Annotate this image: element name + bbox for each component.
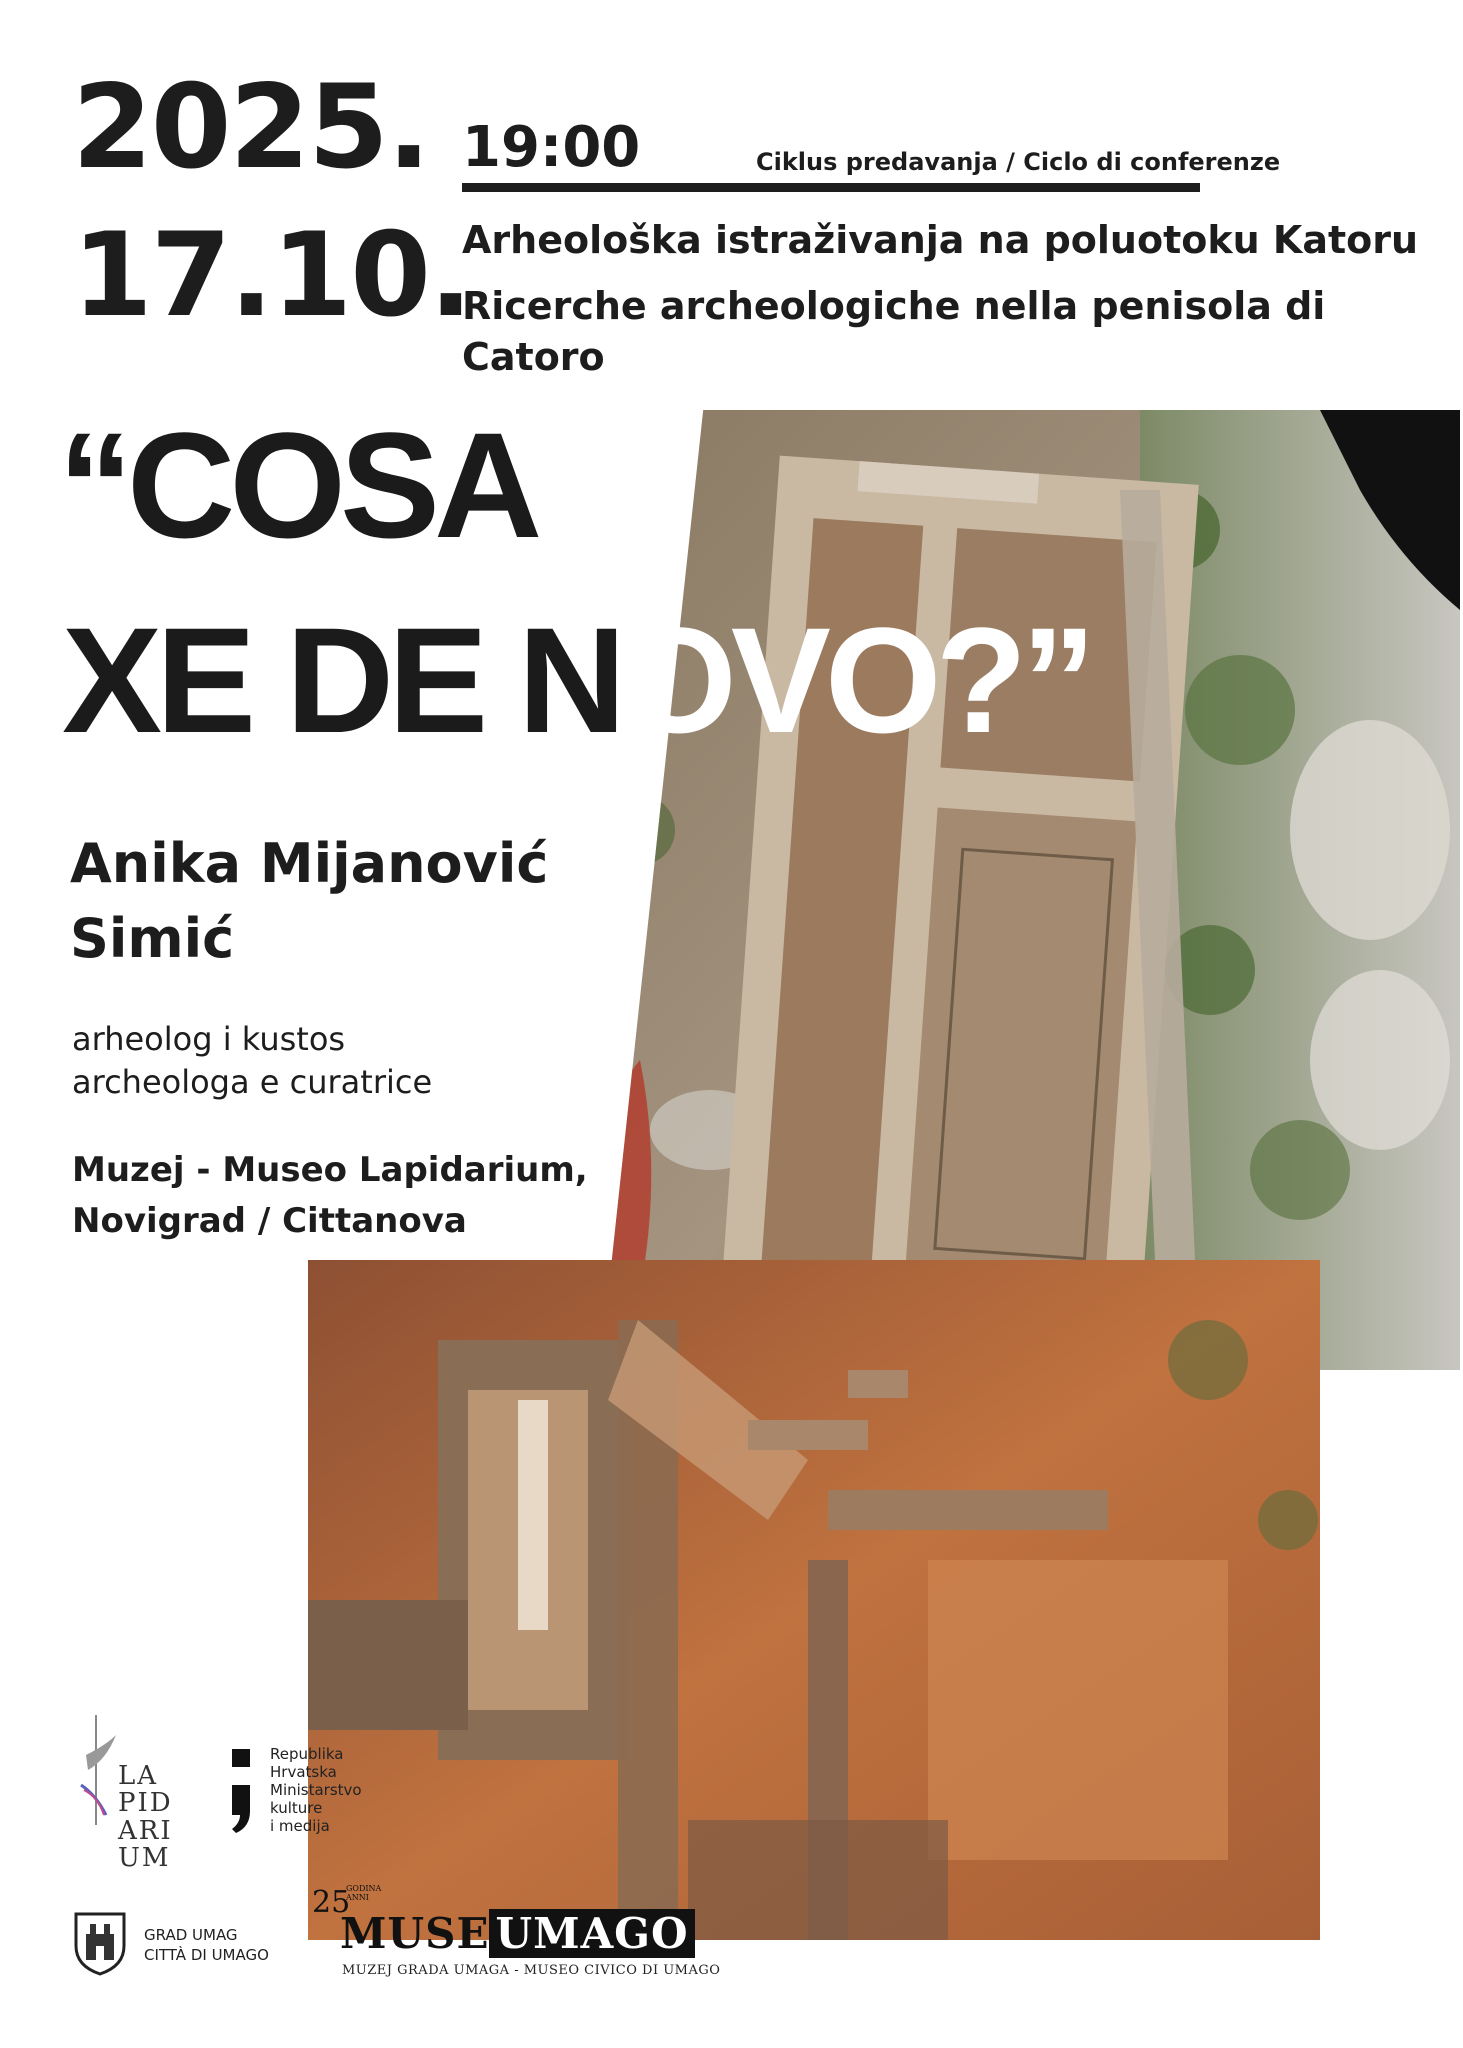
ministry-line5: i medija bbox=[270, 1817, 330, 1835]
speaker-role-hr: arheolog i kustos bbox=[72, 1020, 346, 1058]
main-title-line2 bbox=[62, 596, 1091, 764]
lapidarium-text-3: ARI bbox=[118, 1815, 173, 1846]
lapidarium-text-1: LA bbox=[118, 1761, 159, 1791]
main-title-line1: “COSA bbox=[58, 401, 537, 569]
institution-line2: Novigrad / Cittanova bbox=[72, 1201, 467, 1241]
umag-line1: GRAD UMAG bbox=[144, 1926, 238, 1944]
umag-line2: CITTÀ DI UMAGO bbox=[144, 1945, 269, 1964]
museumago-logo bbox=[312, 1884, 721, 1985]
excavation-photo-top bbox=[600, 410, 1460, 1370]
main-title-line2-dark: XE DE N bbox=[62, 596, 621, 764]
speaker-role-it: archeologa e curatrice bbox=[72, 1063, 433, 1101]
speaker-name-line1: Anika Mijanović bbox=[70, 832, 549, 895]
ministry-line2: Hrvatska bbox=[270, 1763, 337, 1781]
lapidarium-logo bbox=[72, 1715, 182, 1873]
ministry-line4: kulture bbox=[270, 1799, 323, 1817]
museum-anniversary: 25 bbox=[312, 1885, 351, 1920]
header-rule bbox=[462, 183, 1200, 192]
ministry-line1: Republika bbox=[270, 1745, 344, 1763]
ministry-semicolon-icon bbox=[230, 1745, 258, 1835]
speaker-name-line2: Simić bbox=[70, 907, 235, 970]
ministry-line3: Ministarstvo bbox=[270, 1781, 362, 1799]
lapidarium-lion-icon bbox=[76, 1715, 116, 1825]
museum-name-a: MUSE bbox=[340, 1909, 490, 1958]
event-date: 17.10. bbox=[72, 208, 471, 343]
lecture-cycle: Ciklus predavanja / Ciclo di conferenze bbox=[756, 148, 1281, 176]
museum-name-b: UMAGO bbox=[489, 1909, 694, 1958]
lapidarium-text-2: PID bbox=[118, 1788, 173, 1819]
museum-godina: GODINA bbox=[346, 1884, 382, 1893]
subtitle-it: Ricerche archeologiche nella penisola di Catoro bbox=[462, 284, 1326, 380]
event-time: 19:00 bbox=[462, 115, 641, 180]
ministry-logo bbox=[230, 1745, 380, 1835]
main-title-line2-light: OVO?” bbox=[620, 596, 1091, 764]
event-year: 2025. bbox=[72, 60, 429, 195]
subtitle-hr: Arheološka istraživanja na poluotoku Katoru bbox=[462, 218, 1419, 262]
excavation-photo-bottom bbox=[308, 1260, 1320, 1940]
umag-logo bbox=[72, 1910, 292, 1980]
institution-line1: Muzej - Museo Lapidarium, bbox=[72, 1150, 588, 1190]
museum-anni: ANNI bbox=[346, 1892, 369, 1902]
museum-subtitle: MUZEJ GRADA UMAGA - MUSEO CIVICO DI UMAGO bbox=[342, 1963, 721, 1978]
lapidarium-text-4: UM bbox=[118, 1842, 171, 1873]
umag-coat-of-arms-icon bbox=[72, 1910, 128, 1976]
